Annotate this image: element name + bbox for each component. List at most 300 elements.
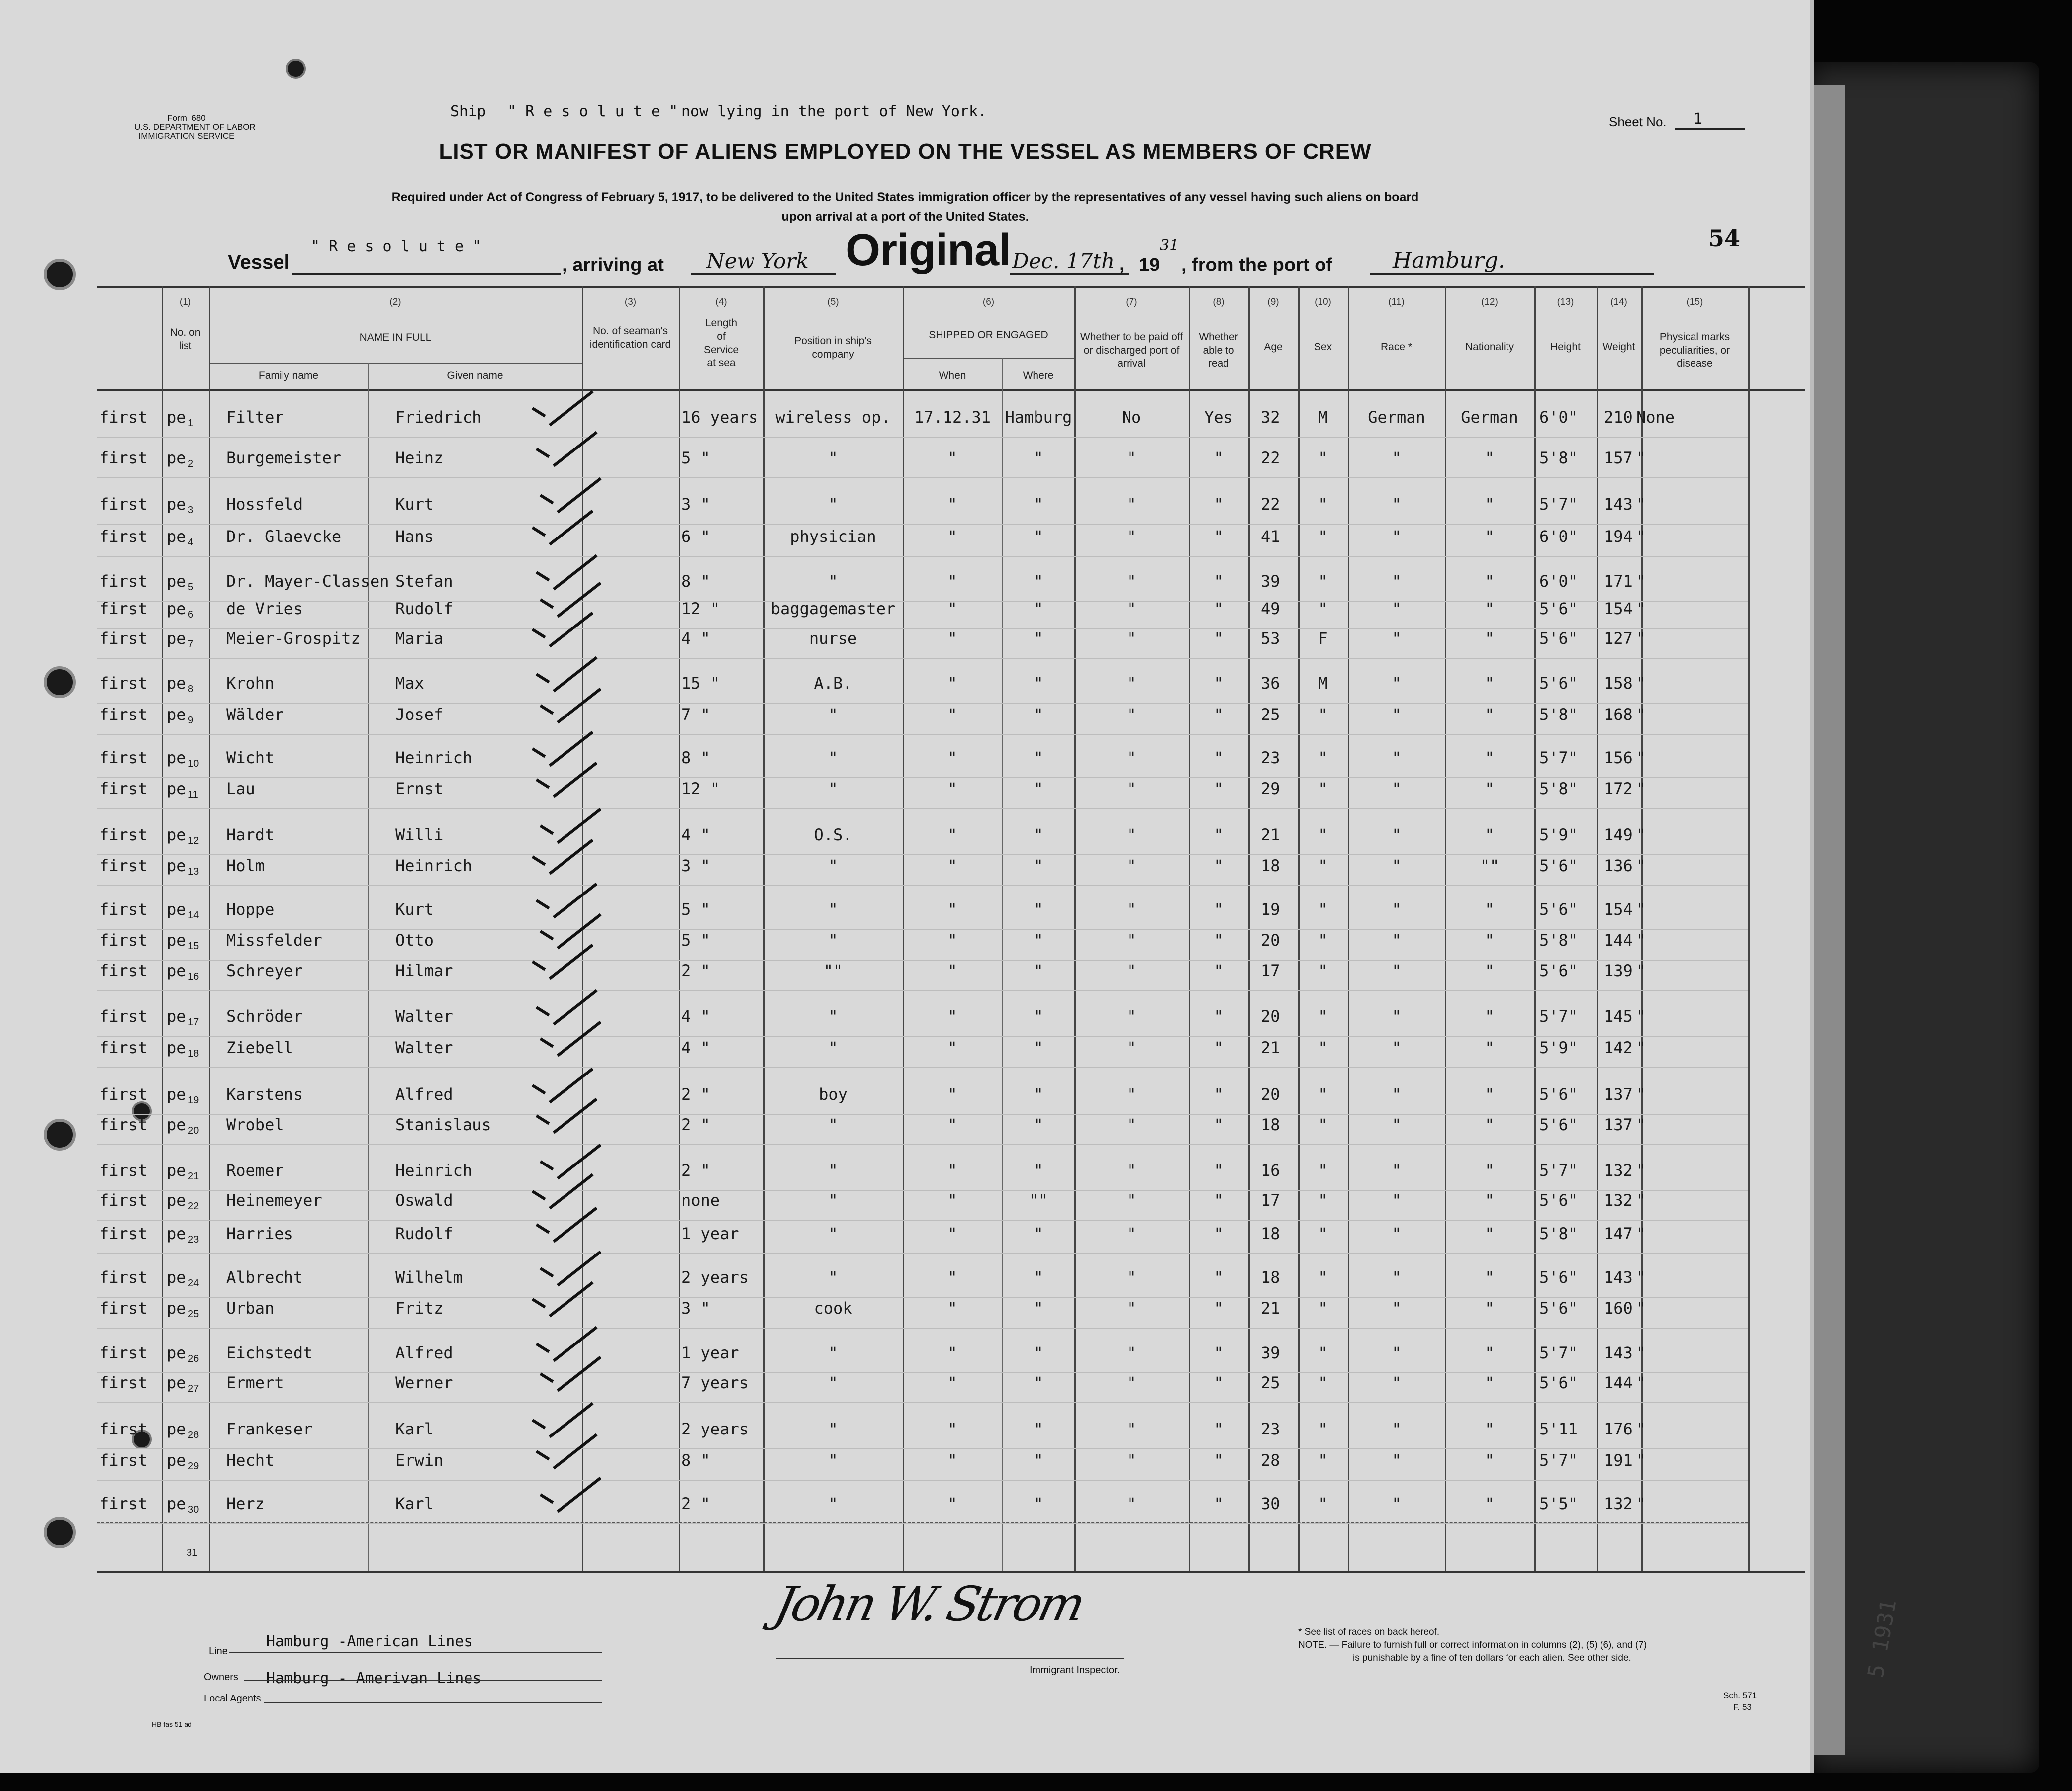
row-physical-marks: None bbox=[1636, 408, 1675, 427]
row-service-length: 4 " bbox=[681, 825, 710, 844]
row-given-name: Kurt bbox=[395, 495, 434, 514]
row-able-to-read: " bbox=[1214, 748, 1224, 767]
row-paid-off: " bbox=[1127, 900, 1136, 919]
row-race: " bbox=[1392, 674, 1402, 693]
row-class: first bbox=[99, 1451, 148, 1470]
row-physical-marks: " bbox=[1636, 1268, 1646, 1287]
row-position: " bbox=[828, 779, 838, 798]
row-age: 25 bbox=[1261, 705, 1280, 724]
local-agents-label: Local Agents bbox=[204, 1693, 261, 1704]
row-shipped-when: " bbox=[947, 674, 957, 693]
row-service-length: 4 " bbox=[681, 1038, 710, 1057]
line-value: Hamburg -American Lines bbox=[266, 1633, 473, 1650]
row-nationality: " bbox=[1485, 1038, 1495, 1057]
col-header-shipped-or-engaged: SHIPPED OR ENGAGED bbox=[929, 329, 1048, 341]
row-sex: " bbox=[1318, 1038, 1328, 1057]
row-number: 28 bbox=[188, 1430, 199, 1440]
row-pe-code: pe bbox=[167, 448, 186, 467]
row-physical-marks: " bbox=[1636, 1373, 1646, 1392]
row-number: 14 bbox=[188, 910, 199, 921]
row-weight: 149 bbox=[1604, 825, 1633, 844]
row-shipped-when: " bbox=[947, 1451, 957, 1470]
row-given-name: Walter bbox=[395, 1007, 453, 1026]
row-height: 5'6" bbox=[1539, 1085, 1578, 1104]
row-family-name: Heinemeyer bbox=[226, 1191, 322, 1210]
row-age: 21 bbox=[1261, 825, 1280, 844]
row-able-to-read: " bbox=[1214, 1373, 1224, 1392]
checkmark-icon bbox=[557, 1144, 601, 1179]
row-height: 5'6" bbox=[1539, 674, 1578, 693]
form-f-number: F. 53 bbox=[1733, 1702, 1752, 1712]
row-nationality: " bbox=[1485, 1299, 1495, 1318]
row-shipped-where: " bbox=[1034, 900, 1043, 919]
row-pe-code: pe bbox=[167, 408, 186, 427]
row-pe-code: pe bbox=[167, 779, 186, 798]
row-family-name: Wrobel bbox=[226, 1115, 284, 1134]
row-weight: 157 bbox=[1604, 448, 1633, 467]
table-top-border bbox=[97, 286, 1805, 288]
row-rule bbox=[97, 854, 1748, 855]
row-height: 5'7" bbox=[1539, 1451, 1578, 1470]
row-paid-off: " bbox=[1127, 748, 1136, 767]
row-paid-off: " bbox=[1127, 674, 1136, 693]
row-family-name: Ermert bbox=[226, 1373, 284, 1392]
row-given-name: Max bbox=[395, 674, 424, 693]
row-race: " bbox=[1392, 856, 1402, 875]
row-number: 1 bbox=[188, 418, 194, 429]
row-family-name: Karstens bbox=[226, 1085, 303, 1104]
arriving-label: , arriving at bbox=[562, 255, 664, 275]
row-physical-marks: " bbox=[1636, 1343, 1646, 1362]
row-pe-code: pe bbox=[167, 900, 186, 919]
row-service-length: 5 " bbox=[681, 900, 710, 919]
row-age: 20 bbox=[1261, 1007, 1280, 1026]
row-physical-marks: " bbox=[1636, 674, 1646, 693]
row-given-name: Rudolf bbox=[395, 599, 453, 618]
row-paid-off: " bbox=[1127, 1007, 1136, 1026]
checkmark-icon bbox=[557, 477, 601, 513]
sheet-number-line bbox=[1675, 128, 1745, 130]
row-class: first bbox=[99, 1420, 148, 1438]
row-shipped-when: " bbox=[947, 705, 957, 724]
row-weight: 154 bbox=[1604, 900, 1633, 919]
row-able-to-read: " bbox=[1214, 674, 1224, 693]
row-race: " bbox=[1392, 1299, 1402, 1318]
col-number: (14) bbox=[1610, 297, 1627, 307]
row-able-to-read: " bbox=[1214, 599, 1224, 618]
row-nationality: " bbox=[1485, 748, 1495, 767]
row-class: first bbox=[99, 572, 148, 591]
row-pe-code: pe bbox=[167, 1115, 186, 1134]
row-able-to-read: " bbox=[1214, 1494, 1224, 1513]
row-sex: " bbox=[1318, 825, 1328, 844]
row-rule bbox=[97, 1328, 1748, 1329]
row-given-name: Alfred bbox=[395, 1085, 453, 1104]
col-header-paid-off: Whether to be paid off or discharged port of arrival bbox=[1080, 331, 1183, 369]
row-height: 5'5" bbox=[1539, 1494, 1578, 1513]
row-given-name: Hans bbox=[395, 527, 434, 546]
page-number: 54 bbox=[1708, 225, 1741, 252]
row-pe-code: pe bbox=[167, 1451, 186, 1470]
binder-hole bbox=[44, 1119, 76, 1151]
row-pe-code: pe bbox=[167, 527, 186, 546]
row-weight: 210 bbox=[1604, 408, 1633, 427]
row-shipped-when: " bbox=[947, 1191, 957, 1210]
row-service-length: 12 " bbox=[681, 779, 720, 798]
row-given-name: Ernst bbox=[395, 779, 444, 798]
row-given-name: Heinrich bbox=[395, 748, 472, 767]
row-able-to-read: " bbox=[1214, 1451, 1224, 1470]
row-able-to-read: " bbox=[1214, 1191, 1224, 1210]
row-position: " bbox=[828, 572, 838, 591]
checkmark-icon bbox=[549, 839, 593, 875]
row-number: 9 bbox=[188, 715, 194, 726]
row-race: " bbox=[1392, 527, 1402, 546]
row-given-name: Heinrich bbox=[395, 1161, 472, 1180]
row-number: 5 bbox=[188, 582, 194, 593]
checkmark-icon bbox=[549, 1281, 593, 1317]
row-rule bbox=[97, 1067, 1748, 1068]
row-shipped-when: " bbox=[947, 629, 957, 648]
row-class: first bbox=[99, 748, 148, 767]
checkmark-icon bbox=[557, 1021, 601, 1057]
row-nationality: " bbox=[1485, 572, 1495, 591]
row-weight: 172 bbox=[1604, 779, 1633, 798]
row-weight: 139 bbox=[1604, 961, 1633, 980]
col-header-when: When bbox=[939, 370, 966, 381]
row-service-length: 3 " bbox=[681, 495, 710, 514]
row-age: 39 bbox=[1261, 572, 1280, 591]
row-race: " bbox=[1392, 1373, 1402, 1392]
row-shipped-where: " bbox=[1034, 629, 1043, 648]
row-able-to-read: " bbox=[1214, 1161, 1224, 1180]
row-shipped-where: " bbox=[1034, 1268, 1043, 1287]
row-shipped-when: " bbox=[947, 1085, 957, 1104]
row-given-name: Karl bbox=[395, 1494, 434, 1513]
row-nationality: " bbox=[1485, 527, 1495, 546]
row-service-length: 16 years bbox=[681, 408, 758, 427]
checkmark-icon bbox=[557, 582, 601, 618]
row-pe-code: pe bbox=[167, 1085, 186, 1104]
row-class: first bbox=[99, 674, 148, 693]
row-able-to-read: " bbox=[1214, 1299, 1224, 1318]
row-age: 21 bbox=[1261, 1299, 1280, 1318]
row-family-name: Hecht bbox=[226, 1451, 275, 1470]
row-family-name: Harries bbox=[226, 1224, 293, 1243]
row-able-to-read: " bbox=[1214, 1420, 1224, 1438]
row-age: 16 bbox=[1261, 1161, 1280, 1180]
row-service-length: 4 " bbox=[681, 1007, 710, 1026]
row-able-to-read: " bbox=[1214, 1268, 1224, 1287]
row-class: first bbox=[99, 931, 148, 950]
row-height: 5'8" bbox=[1539, 705, 1578, 724]
col-header-length-of-service: Length of Service at sea bbox=[703, 317, 739, 369]
row-position: " bbox=[828, 1343, 838, 1362]
row-service-length: 5 " bbox=[681, 448, 710, 467]
row-sex: " bbox=[1318, 1161, 1328, 1180]
row-sex: " bbox=[1318, 1085, 1328, 1104]
row-weight: 136 bbox=[1604, 856, 1633, 875]
row-nationality: " bbox=[1485, 1007, 1495, 1026]
row-physical-marks: " bbox=[1636, 527, 1646, 546]
row-shipped-where: " bbox=[1034, 1161, 1043, 1180]
vessel-name: " R e s o l u t e " bbox=[311, 238, 482, 255]
row-shipped-when: " bbox=[947, 599, 957, 618]
row-service-length: 6 " bbox=[681, 527, 710, 546]
row-physical-marks: " bbox=[1636, 1191, 1646, 1210]
row-number: 27 bbox=[188, 1383, 199, 1394]
row-position: " bbox=[828, 495, 838, 514]
row-race: " bbox=[1392, 931, 1402, 950]
print-code: HB fas 51 ad bbox=[152, 1720, 192, 1728]
vessel-line bbox=[292, 273, 561, 275]
row-rule bbox=[97, 1523, 1748, 1524]
row-able-to-read: " bbox=[1214, 527, 1224, 546]
binder-hole bbox=[286, 59, 306, 79]
row-family-name: Herz bbox=[226, 1494, 265, 1513]
col-header-position: Position in ship's company bbox=[794, 335, 872, 360]
row-service-length: 2 years bbox=[681, 1420, 749, 1438]
row-position: " bbox=[828, 931, 838, 950]
local-agents-underline bbox=[264, 1702, 602, 1703]
row-class: first bbox=[99, 408, 148, 427]
row-shipped-when: " bbox=[947, 1299, 957, 1318]
row-rule bbox=[97, 703, 1748, 704]
row-family-name: de Vries bbox=[226, 599, 303, 618]
row-given-name: Willi bbox=[395, 825, 444, 844]
row-shipped-when: " bbox=[947, 1224, 957, 1243]
row-shipped-where: " bbox=[1034, 527, 1043, 546]
row-able-to-read: " bbox=[1214, 900, 1224, 919]
row-race: " bbox=[1392, 1038, 1402, 1057]
row-able-to-read: " bbox=[1214, 1224, 1224, 1243]
row-sex: M bbox=[1318, 674, 1328, 693]
row-age: 18 bbox=[1261, 1224, 1280, 1243]
row-able-to-read: " bbox=[1214, 856, 1224, 875]
races-note: * See list of races on back hereof. bbox=[1298, 1627, 1440, 1637]
row-position: " bbox=[828, 1451, 838, 1470]
row-sex: " bbox=[1318, 1268, 1328, 1287]
row-weight: 176 bbox=[1604, 1420, 1633, 1438]
row-able-to-read: " bbox=[1214, 779, 1224, 798]
row-rule bbox=[97, 885, 1748, 886]
row-paid-off: " bbox=[1127, 599, 1136, 618]
row-number: 17 bbox=[188, 1017, 199, 1028]
row-paid-off: " bbox=[1127, 1343, 1136, 1362]
row-height: 5'6" bbox=[1539, 629, 1578, 648]
checkmark-icon bbox=[549, 390, 593, 426]
row-race: " bbox=[1392, 1224, 1402, 1243]
from-port-line bbox=[1370, 273, 1654, 275]
row-number: 26 bbox=[188, 1353, 199, 1364]
row-age: 20 bbox=[1261, 931, 1280, 950]
checkmark-icon bbox=[557, 1251, 601, 1286]
row-physical-marks: " bbox=[1636, 572, 1646, 591]
row-nationality: " bbox=[1485, 674, 1495, 693]
row-sex: " bbox=[1318, 779, 1328, 798]
row-class: first bbox=[99, 599, 148, 618]
checkmark-icon bbox=[553, 1433, 597, 1469]
row-family-name: Wälder bbox=[226, 705, 284, 724]
col-header-given-name: Given name bbox=[447, 370, 503, 381]
row-weight: 171 bbox=[1604, 572, 1633, 591]
row-given-name: Josef bbox=[395, 705, 444, 724]
row-able-to-read: " bbox=[1214, 495, 1224, 514]
row-given-name: Oswald bbox=[395, 1191, 453, 1210]
row-sex: " bbox=[1318, 931, 1328, 950]
row-given-name: Walter bbox=[395, 1038, 453, 1057]
row-physical-marks: " bbox=[1636, 599, 1646, 618]
row-position: " bbox=[828, 1007, 838, 1026]
col-number: (10) bbox=[1315, 297, 1331, 307]
row-nationality: " bbox=[1485, 1224, 1495, 1243]
row-physical-marks: " bbox=[1636, 1224, 1646, 1243]
row-position: boy bbox=[819, 1085, 848, 1104]
checkmark-icon bbox=[549, 1173, 593, 1209]
row-race: " bbox=[1392, 1420, 1402, 1438]
row-height: 5'6" bbox=[1539, 1191, 1578, 1210]
binder-hole bbox=[44, 1517, 76, 1548]
row-pe-code: pe bbox=[167, 705, 186, 724]
row-height: 5'9" bbox=[1539, 1038, 1578, 1057]
row-nationality: " bbox=[1485, 1191, 1495, 1210]
col-header-race: Race * bbox=[1380, 341, 1413, 353]
row-shipped-where: " bbox=[1034, 705, 1043, 724]
row-paid-off: " bbox=[1127, 1038, 1136, 1057]
row-age: 36 bbox=[1261, 674, 1280, 693]
row-given-name: Heinz bbox=[395, 448, 444, 467]
row-sex: " bbox=[1318, 1494, 1328, 1513]
row-race: " bbox=[1392, 705, 1402, 724]
row-age: 17 bbox=[1261, 961, 1280, 980]
row-position: " bbox=[828, 856, 838, 875]
row-position: wireless op. bbox=[775, 408, 891, 427]
row-shipped-when: " bbox=[947, 825, 957, 844]
checkmark-icon bbox=[557, 1477, 601, 1513]
row-rule bbox=[97, 1480, 1748, 1481]
col-header-physical-marks: Physical marks peculiarities, or disease bbox=[1659, 331, 1730, 369]
row-physical-marks: " bbox=[1636, 448, 1646, 467]
row-shipped-where: " bbox=[1034, 931, 1043, 950]
row-service-length: 1 year bbox=[681, 1224, 739, 1243]
row-able-to-read: " bbox=[1214, 1115, 1224, 1134]
row-race: " bbox=[1392, 1161, 1402, 1180]
row-sex: " bbox=[1318, 1007, 1328, 1026]
schedule-number: Sch. 571 bbox=[1723, 1691, 1757, 1700]
row-paid-off: " bbox=[1127, 1268, 1136, 1287]
row-pe-code: pe bbox=[167, 1494, 186, 1513]
row-race: " bbox=[1392, 825, 1402, 844]
row-shipped-where: " bbox=[1034, 1115, 1043, 1134]
row-paid-off: " bbox=[1127, 495, 1136, 514]
row-sex: " bbox=[1318, 705, 1328, 724]
row-shipped-where: " bbox=[1034, 1224, 1043, 1243]
row-sex: M bbox=[1318, 408, 1328, 427]
checkmark-icon bbox=[549, 510, 593, 545]
row-nationality: " bbox=[1485, 1373, 1495, 1392]
row-given-name: Fritz bbox=[395, 1299, 444, 1318]
row-position: " bbox=[828, 748, 838, 767]
row-family-name: Albrecht bbox=[226, 1268, 303, 1287]
row-number: 25 bbox=[188, 1309, 199, 1320]
row-height: 5'8" bbox=[1539, 931, 1578, 950]
row-height: 5'8" bbox=[1539, 448, 1578, 467]
row-race: " bbox=[1392, 1451, 1402, 1470]
row-able-to-read: " bbox=[1214, 1007, 1224, 1026]
row-class: first bbox=[99, 961, 148, 980]
penalty-note-continued: is punishable by a fine of ten dollars for each alien. See other side. bbox=[1353, 1653, 1631, 1663]
vessel-label: Vessel bbox=[228, 251, 290, 273]
row-class: first bbox=[99, 705, 148, 724]
row-able-to-read: " bbox=[1214, 572, 1224, 591]
row-physical-marks: " bbox=[1636, 1115, 1646, 1134]
row-shipped-where: " bbox=[1034, 961, 1043, 980]
row-physical-marks: " bbox=[1636, 961, 1646, 980]
row-shipped-when: " bbox=[947, 748, 957, 767]
ship-name: " R e s o l u t e " bbox=[507, 103, 678, 120]
row-service-length: 1 year bbox=[681, 1343, 739, 1362]
row-shipped-where: " bbox=[1034, 1494, 1043, 1513]
row-shipped-where: "" bbox=[1029, 1191, 1048, 1210]
row-able-to-read: " bbox=[1214, 961, 1224, 980]
row-number: 10 bbox=[188, 758, 199, 769]
row-family-name: Roemer bbox=[226, 1161, 284, 1180]
row-physical-marks: " bbox=[1636, 1085, 1646, 1104]
row-service-length: 2 " bbox=[681, 1085, 710, 1104]
penalty-note: NOTE. — Failure to furnish full or correct information in columns (2), (5) (6), and (7) bbox=[1298, 1640, 1647, 1650]
row-weight: 132 bbox=[1604, 1191, 1633, 1210]
row-position: " bbox=[828, 1268, 838, 1287]
row-height: 6'0" bbox=[1539, 572, 1578, 591]
manifest-subtitle-2: upon arrival at a port of the United States. bbox=[781, 210, 1029, 224]
row-position: O.S. bbox=[814, 825, 852, 844]
row-position: "" bbox=[823, 961, 843, 980]
row-able-to-read: " bbox=[1214, 1343, 1224, 1362]
row-rule bbox=[97, 477, 1748, 478]
row-family-name: Hoppe bbox=[226, 900, 275, 919]
arrival-date: Dec. 17th bbox=[1012, 249, 1115, 273]
checkmark-icon bbox=[557, 808, 601, 844]
row-nationality: " bbox=[1485, 705, 1495, 724]
row-service-length: 8 " bbox=[681, 1451, 710, 1470]
row-family-name: Burgemeister bbox=[226, 448, 342, 467]
row-given-name: Kurt bbox=[395, 900, 434, 919]
arriving-line bbox=[691, 273, 836, 275]
row-pe-code: pe bbox=[167, 572, 186, 591]
row-height: 5'6" bbox=[1539, 961, 1578, 980]
from-port-label: , from the port of bbox=[1181, 255, 1332, 275]
line-underline bbox=[229, 1652, 602, 1653]
row-weight: 137 bbox=[1604, 1115, 1633, 1134]
row-race: " bbox=[1392, 779, 1402, 798]
row-nationality: " bbox=[1485, 1494, 1495, 1513]
row-weight: 154 bbox=[1604, 599, 1633, 618]
sheet-number-value: 1 bbox=[1694, 110, 1703, 128]
row-position: physician bbox=[790, 527, 876, 546]
shipped-subheader-line bbox=[903, 358, 1074, 359]
sheet-number-label: Sheet No. bbox=[1609, 114, 1667, 129]
row-nationality: " bbox=[1485, 1268, 1495, 1287]
row-shipped-when: " bbox=[947, 779, 957, 798]
row-service-length: 15 " bbox=[681, 674, 720, 693]
row-position: cook bbox=[814, 1299, 852, 1318]
row-sex: " bbox=[1318, 572, 1328, 591]
row-family-name: Filter bbox=[226, 408, 284, 427]
row-paid-off: " bbox=[1127, 572, 1136, 591]
col-divider bbox=[368, 363, 369, 1571]
row-physical-marks: " bbox=[1636, 931, 1646, 950]
row-age: 25 bbox=[1261, 1373, 1280, 1392]
